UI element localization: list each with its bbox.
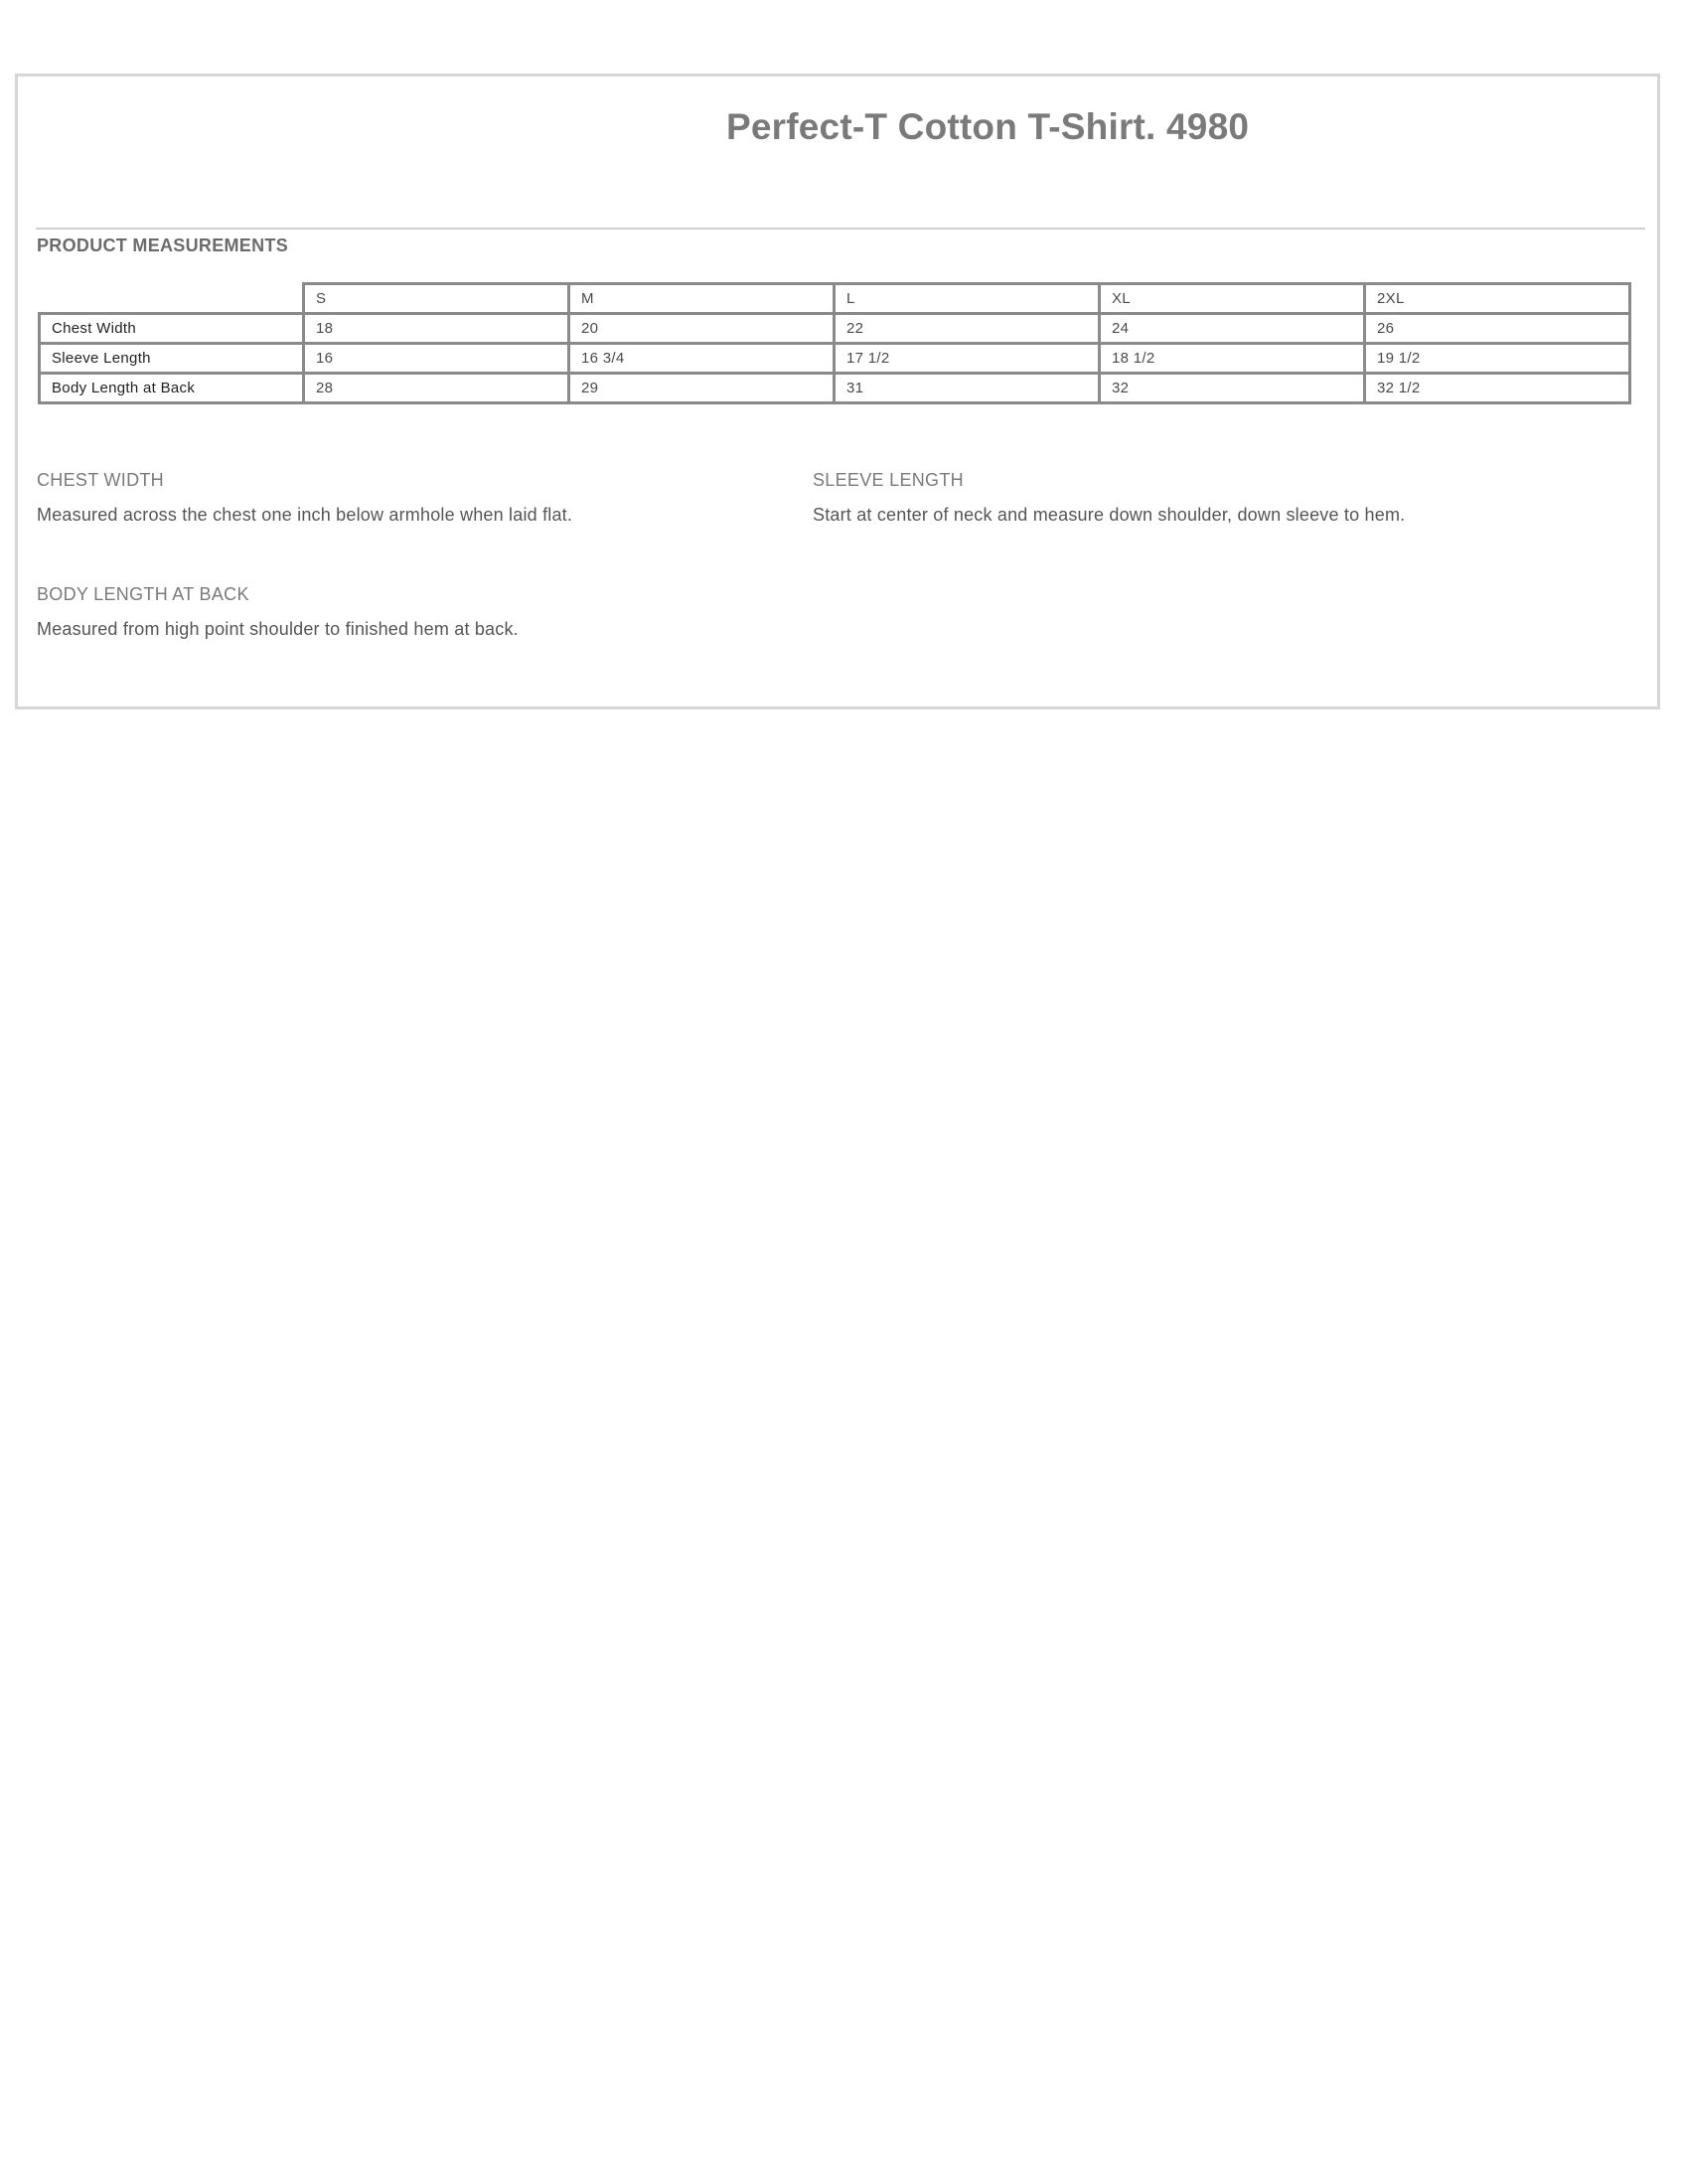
table-cell: 24 — [1100, 314, 1365, 344]
table-row — [40, 374, 1630, 403]
page-title: Perfect-T Cotton T-Shirt. 4980 — [726, 106, 1250, 147]
row-label-chest-width: Chest Width — [40, 314, 304, 344]
table-cell: 18 1/2 — [1100, 344, 1365, 374]
row-label-body-length: Body Length at Back — [40, 374, 304, 403]
chest-width-heading: CHEST WIDTH — [37, 470, 164, 490]
chest-width-text: Measured across the chest one inch below armhole when laid flat. — [37, 505, 573, 525]
table-cell: 32 1/2 — [1365, 374, 1630, 403]
body-length-text: Measured from high point shoulder to finished hem at back. — [37, 619, 519, 639]
measurements-table — [38, 282, 1631, 404]
table-cell: 16 — [304, 344, 569, 374]
section-heading: PRODUCT MEASUREMENTS — [37, 235, 289, 255]
table-cell: 28 — [304, 374, 569, 403]
size-chart-sheet — [15, 74, 1660, 709]
table-cell: 18 — [304, 314, 569, 344]
body-length-definition — [37, 584, 519, 640]
table-cell: 26 — [1365, 314, 1630, 344]
table-cell: 20 — [569, 314, 835, 344]
title-divider — [36, 228, 1645, 230]
table-cell: 32 — [1100, 374, 1365, 403]
table-row — [40, 344, 1630, 374]
table-cell: 31 — [835, 374, 1100, 403]
size-header-l: L — [835, 284, 1100, 314]
size-header-m: M — [569, 284, 835, 314]
table-cell: 22 — [835, 314, 1100, 344]
table-cell: 16 3/4 — [569, 344, 835, 374]
sleeve-length-text: Start at center of neck and measure down shoulder, down sleeve to hem. — [813, 505, 1406, 525]
table-corner-cell — [40, 284, 304, 314]
table-cell: 29 — [569, 374, 835, 403]
table-cell: 19 1/2 — [1365, 344, 1630, 374]
table-header-row — [40, 284, 1630, 314]
chest-width-definition — [37, 470, 572, 526]
size-header-s: S — [304, 284, 569, 314]
row-label-sleeve-length: Sleeve Length — [40, 344, 304, 374]
sleeve-length-definition — [813, 470, 1405, 526]
table-cell: 17 1/2 — [835, 344, 1100, 374]
size-header-2xl: 2XL — [1365, 284, 1630, 314]
sleeve-length-heading: SLEEVE LENGTH — [813, 470, 964, 490]
body-length-heading: BODY LENGTH AT BACK — [37, 584, 249, 604]
size-header-xl: XL — [1100, 284, 1365, 314]
table-row — [40, 314, 1630, 344]
